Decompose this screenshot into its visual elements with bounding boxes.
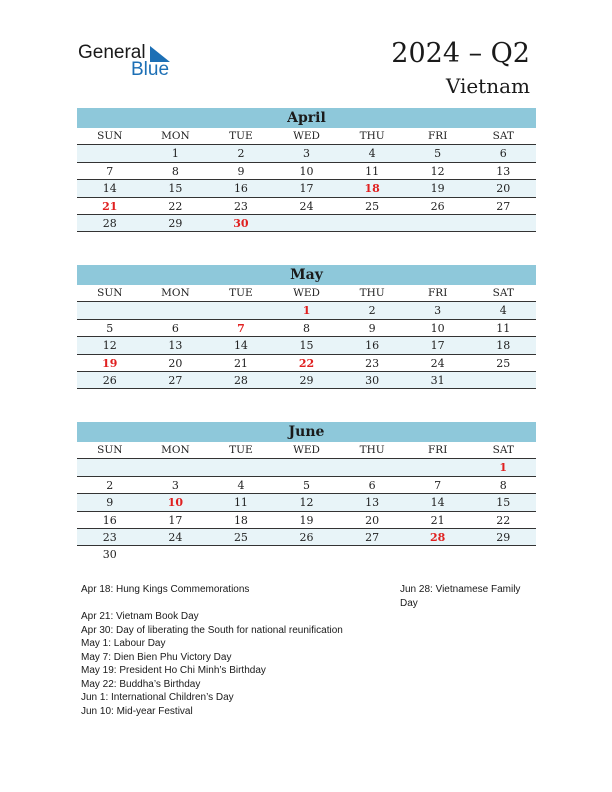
empty-day-cell [143, 459, 209, 475]
day-cell: 12 [102, 339, 117, 353]
weekday-label: THU [359, 130, 385, 142]
weekday-label: TUE [229, 130, 253, 142]
day-cell: 26 [299, 530, 314, 544]
day-cell: 8 [171, 164, 179, 178]
day-cell: 3 [171, 478, 179, 492]
empty-day-cell [77, 145, 143, 161]
empty-day-cell [143, 546, 209, 563]
day-cell: 1 [171, 147, 179, 161]
day-cell: 30 [365, 373, 380, 387]
weekday-label: FRI [428, 287, 448, 299]
day-cell: 14 [430, 496, 445, 510]
month-header: May [77, 265, 536, 285]
day-cell: 13 [365, 496, 380, 510]
day-cell: 9 [237, 164, 245, 178]
holiday-entry: Apr 18: Hung Kings Commemorations [81, 584, 250, 595]
holiday-entry: Jun 28: Vietnamese Family [400, 584, 521, 595]
week-row [77, 372, 536, 389]
empty-day-cell [339, 546, 405, 563]
empty-day-cell [143, 302, 209, 318]
weekday-label: FRI [428, 444, 448, 456]
day-cell: 29 [496, 530, 511, 544]
empty-day-cell [274, 215, 340, 231]
day-cell: 15 [496, 496, 511, 510]
day-cell: 16 [233, 182, 248, 196]
day-cell: 29 [168, 216, 183, 230]
week-row [77, 180, 536, 197]
empty-day-cell [274, 459, 340, 475]
day-cell: 6 [171, 321, 179, 335]
empty-day-cell [405, 459, 471, 475]
weekday-label: THU [359, 444, 385, 456]
month-april [77, 108, 536, 232]
weekday-label: TUE [229, 444, 253, 456]
empty-day-cell [77, 459, 143, 475]
day-cell: 22 [298, 356, 315, 370]
holiday-entry: Jun 1: International Children’s Day [81, 692, 234, 703]
day-cell: 16 [102, 513, 117, 527]
logo [78, 42, 188, 82]
weekday-label: WED [293, 444, 320, 456]
day-cell: 27 [496, 199, 511, 213]
day-cell: 26 [102, 373, 117, 387]
day-cell: 19 [102, 356, 118, 370]
empty-day-cell [274, 546, 340, 563]
day-cell: 22 [168, 199, 183, 213]
day-cell: 25 [233, 530, 248, 544]
week-row [77, 494, 536, 511]
week-row [77, 145, 536, 162]
weekday-label: MON [161, 444, 190, 456]
day-cell: 13 [168, 339, 183, 353]
day-cell: 18 [233, 513, 248, 527]
day-cell: 14 [102, 182, 117, 196]
day-cell: 10 [299, 164, 314, 178]
holiday-spacer [81, 597, 381, 611]
empty-day-cell [77, 302, 143, 318]
day-cell: 10 [430, 321, 445, 335]
day-cell: 17 [168, 513, 183, 527]
weekday-label: SAT [492, 130, 514, 142]
weekday-label: FRI [428, 130, 448, 142]
empty-day-cell [405, 546, 471, 563]
weekday-label: SUN [97, 287, 123, 299]
day-cell: 31 [430, 373, 445, 387]
weekday-label: TUE [229, 287, 253, 299]
weekday-header-row [77, 285, 536, 302]
weekday-header-row [77, 442, 536, 459]
day-cell: 2 [368, 304, 376, 318]
day-cell: 28 [102, 216, 117, 230]
day-cell: 17 [430, 339, 445, 353]
logo-word-blue: Blue [131, 59, 170, 80]
day-cell: 20 [168, 356, 183, 370]
day-cell: 30 [233, 216, 249, 230]
day-cell: 19 [299, 513, 314, 527]
month-may [77, 265, 536, 389]
holiday-entry: Day [400, 597, 418, 609]
day-cell: 28 [233, 373, 248, 387]
holiday-list-left [81, 583, 381, 718]
month-header: April [77, 108, 536, 128]
day-cell: 6 [368, 478, 376, 492]
month-june [77, 422, 536, 564]
holiday-entry: Apr 30: Day of liberating the South for national reunification [81, 624, 343, 636]
empty-day-cell [208, 546, 274, 563]
empty-day-cell [339, 459, 405, 475]
day-cell: 15 [168, 182, 183, 196]
day-cell: 23 [365, 356, 380, 370]
day-cell: 5 [434, 147, 442, 161]
week-row [77, 337, 536, 354]
day-cell: 21 [102, 199, 118, 213]
day-cell: 15 [299, 339, 314, 353]
week-row [77, 302, 536, 319]
weekday-label: THU [359, 287, 385, 299]
weekday-label: SUN [97, 444, 123, 456]
day-cell: 3 [303, 147, 311, 161]
weekday-label: WED [293, 130, 320, 142]
day-cell: 25 [496, 356, 511, 370]
day-cell: 12 [430, 164, 445, 178]
day-cell: 7 [237, 321, 245, 335]
weekday-label: MON [161, 130, 190, 142]
day-cell: 24 [430, 356, 445, 370]
logo-word-general: General [78, 42, 146, 63]
day-cell: 27 [365, 530, 380, 544]
week-row [77, 163, 536, 180]
day-cell: 18 [496, 339, 511, 353]
week-row [77, 198, 536, 215]
day-cell: 11 [233, 496, 248, 510]
day-cell: 11 [496, 321, 511, 335]
day-cell: 4 [499, 304, 507, 318]
holiday-entry: May 7: Dien Bien Phu Victory Day [81, 651, 232, 663]
day-cell: 11 [365, 164, 380, 178]
weekday-label: SAT [492, 287, 514, 299]
weekday-label: SUN [97, 130, 123, 142]
day-cell: 7 [434, 478, 442, 492]
day-cell: 1 [499, 461, 508, 475]
holiday-entry: May 19: President Ho Chi Minh’s Birthday [81, 665, 266, 676]
day-cell: 21 [233, 356, 248, 370]
country-name: Vietnam [445, 74, 530, 98]
day-cell: 7 [106, 164, 114, 178]
day-cell: 20 [365, 513, 380, 527]
day-cell: 9 [368, 321, 376, 335]
weekday-label: SAT [492, 444, 514, 456]
empty-day-cell [405, 215, 471, 231]
holiday-entry: Apr 21: Vietnam Book Day [81, 611, 199, 622]
day-cell: 13 [496, 164, 511, 178]
day-cell: 10 [167, 496, 184, 510]
day-cell: 6 [499, 147, 507, 161]
day-cell: 24 [299, 199, 314, 213]
day-cell: 16 [365, 339, 380, 353]
day-cell: 19 [430, 182, 445, 196]
empty-day-cell [470, 546, 536, 563]
day-cell: 18 [364, 182, 380, 196]
day-cell: 20 [496, 182, 511, 196]
day-cell: 2 [237, 147, 245, 161]
week-row [77, 355, 536, 372]
week-row [77, 459, 536, 476]
holiday-entry: May 1: Labour Day [81, 638, 166, 649]
day-cell: 30 [102, 548, 117, 562]
holiday-list-right [400, 583, 530, 610]
week-row [77, 477, 536, 494]
week-row [77, 320, 536, 337]
day-cell: 9 [106, 496, 114, 510]
empty-day-cell [208, 459, 274, 475]
weekday-label: MON [161, 287, 190, 299]
day-cell: 22 [496, 513, 511, 527]
weekday-header-row [77, 128, 536, 145]
day-cell: 4 [237, 478, 245, 492]
week-row [77, 215, 536, 232]
week-row [77, 529, 536, 546]
holiday-entry: Jun 10: Mid-year Festival [81, 705, 193, 717]
day-cell: 5 [303, 478, 311, 492]
day-cell: 4 [368, 147, 376, 161]
day-cell: 23 [233, 199, 248, 213]
day-cell: 25 [365, 199, 380, 213]
day-cell: 17 [299, 182, 314, 196]
day-cell: 29 [299, 373, 314, 387]
day-cell: 26 [430, 199, 445, 213]
empty-day-cell [470, 372, 536, 388]
day-cell: 3 [434, 304, 442, 318]
day-cell: 8 [499, 478, 507, 492]
day-cell: 14 [233, 339, 248, 353]
day-cell: 28 [430, 530, 446, 544]
day-cell: 5 [106, 321, 114, 335]
week-row [77, 546, 536, 563]
day-cell: 27 [168, 373, 183, 387]
empty-day-cell [339, 215, 405, 231]
page-title: 2024 – Q2 [391, 38, 530, 69]
week-row [77, 512, 536, 529]
day-cell: 12 [299, 496, 314, 510]
day-cell: 24 [168, 530, 183, 544]
day-cell: 21 [430, 513, 445, 527]
day-cell: 23 [102, 530, 117, 544]
day-cell: 8 [303, 321, 311, 335]
day-cell: 2 [106, 478, 114, 492]
month-header: June [77, 422, 536, 442]
empty-day-cell [470, 215, 536, 231]
empty-day-cell [208, 302, 274, 318]
holiday-entry: May 22: Buddha’s Birthday [81, 678, 201, 690]
weekday-label: WED [293, 287, 320, 299]
day-cell: 1 [302, 304, 311, 318]
